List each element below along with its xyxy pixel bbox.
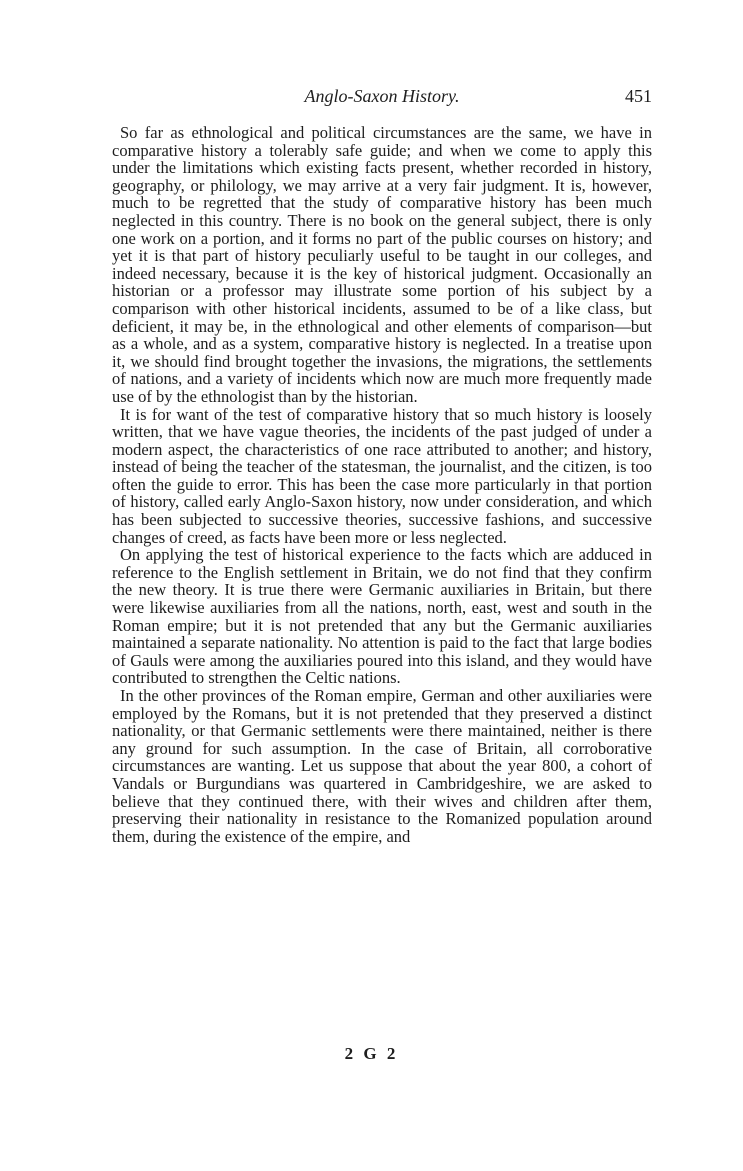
- paragraph-1: So far as ethnological and political circumstances are the same, we have in comparative history a tolerably safe guide; and when we come to apply this under the limitations which existing facts present, whether recorded in history, geography, or philology, we may arrive at a very fair judgment. It is, however, much to be regretted that the study of comparative history has been much neglected in this country. There is no book on the general subject, there is only one work on a portion, and it forms no part of the public courses on history; and yet it is that part of history peculiarly useful to be taught in our colleges, and indeed necessary, because it is the key of historical judgment. Occasionally an historian or a professor may illustrate some portion of his subject by a comparison with other historical incidents, assumed to be of a like class, but deficient, it may be, in the ethnological and other elements of comparison—but as a whole, and as a system, comparative history is neglected. In a treatise upon it, we should find brought together the invasions, the migrations, the settlements of nations, and a variety of incidents which now are much more frequently made use of by the ethnologist than by the historian.: [112, 123, 652, 406]
- paragraph-4: In the other provinces of the Roman empire, German and other auxiliaries were employed by the Romans, but it is not pretended that they preserved a distinct nationality, or that Germanic settlements were there maintained, neither is there any ground for such assumption. In the case of Britain, all corroborative circumstances are wanting. Let us suppose that about the year 800, a cohort of Vandals or Burgundians was quartered in Cambridgeshire, we are asked to believe that they continued there, with their wives and children after them, preserving their nationality in resistance to the Romanized population around them, during the existence of the empire, and: [112, 686, 652, 846]
- paragraph-2: It is for want of the test of comparative history that so much history is loosely written, that we have vague theories, the incidents of the past judged of under a modern aspect, the characteristics of one race attributed to another; and history, instead of being the teacher of the statesman, the journalist, and the citizen, is too often the guide to error. This has been the case more particularly in that portion of history, called early Anglo-Saxon history, now under consideration, and which has been subjected to successive theories, successive fashions, and successive changes of creed, as facts have been more or less neglected.: [112, 404, 652, 547]
- page-number: 451: [625, 86, 652, 106]
- running-title: Anglo-Saxon History.: [304, 86, 460, 106]
- body-text: [112, 124, 652, 845]
- signature-mark: 2 G 2: [344, 1044, 399, 1063]
- paragraph-3: On applying the test of historical experience to the facts which are adduced in reference to the English settlement in Britain, we do not find that they confirm the new theory. It is true there were Germanic auxiliaries in Britain, but there were likewise auxiliaries from all the nations, north, east, west and south in the Roman empire; but it is not pretended that any but the Germanic auxiliaries maintained a separate nationality. No attention is paid to the fact that large bodies of Gauls were among the auxiliaries poured into this island, and they would have contributed to strengthen the Celtic nations.: [112, 545, 652, 688]
- running-header: [112, 86, 652, 112]
